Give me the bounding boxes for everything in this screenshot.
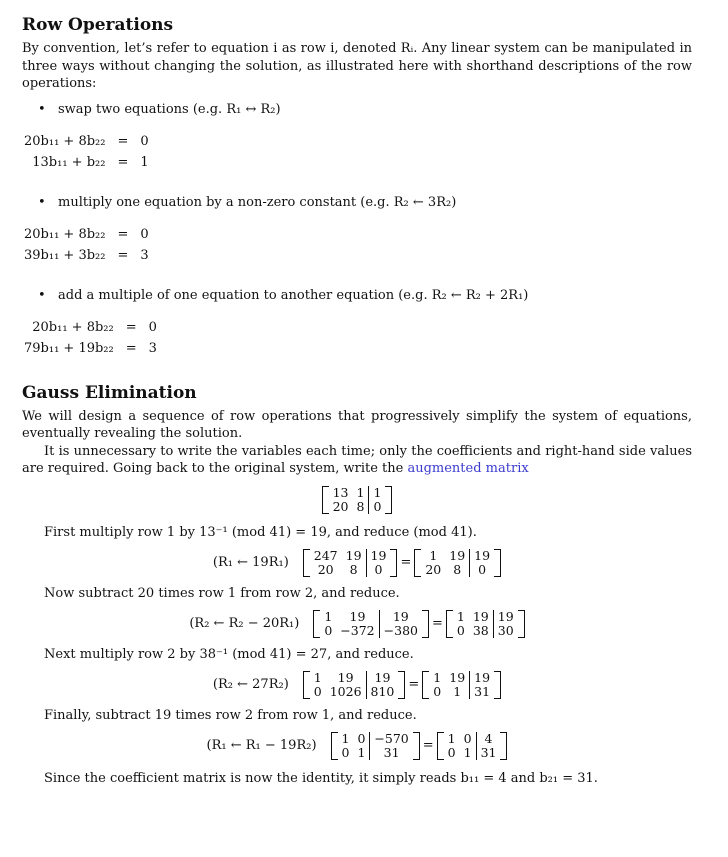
matrix-cell: 20: [317, 561, 334, 577]
matrix-cell: 19: [366, 671, 398, 685]
matrix-cell: 1: [447, 730, 456, 746]
matrix-cell: 19: [345, 547, 362, 563]
matrix-cell: 0: [470, 563, 494, 577]
row-operation-label: (R₁ ← 19R₁): [212, 555, 289, 570]
augmented-matrix-link[interactable]: augmented matrix: [407, 461, 529, 476]
step-equation: [22, 732, 692, 760]
matrix-cell: 19: [366, 549, 390, 563]
step-sentence: First multiply row 1 by 13⁻¹ (mod 41) = 19, and reduce (mod 41).: [44, 524, 477, 540]
eq-lhs: 20b₁₁ + 8b₂₂: [24, 133, 106, 149]
equals-sign: =: [408, 677, 420, 692]
step-equation: [22, 549, 692, 577]
matrix-cell: 0: [463, 730, 472, 746]
matrix-cell: −380: [379, 624, 422, 638]
equals-sign: =: [431, 616, 443, 631]
bullet-multiply: • multiply one equation by a non-zero constant (e.g. R₂ ← 3R₂): [22, 194, 692, 211]
matrix-cell: 19: [379, 610, 422, 624]
matrix-cell: 19: [449, 669, 466, 685]
step-matrix-before: [303, 549, 398, 577]
matrix-cell: 31: [476, 746, 500, 760]
step-matrix-after: [446, 610, 525, 638]
matrix-cell: 1: [456, 608, 465, 624]
matrix-cell: 13: [332, 484, 349, 500]
matrix-cell: 8: [453, 561, 462, 577]
eq-lhs: 13b₁₁ + b₂₂: [32, 154, 106, 170]
step-matrix-after: [422, 671, 501, 699]
elimination-steps: [22, 524, 692, 760]
eq-lhs: 20b₁₁ + 8b₂₂: [24, 226, 106, 242]
matrix-cell: 1: [429, 547, 438, 563]
eq-rhs: 0: [140, 133, 149, 149]
equation-system-swap: 20b₁₁ + 8b₂₂ = 0 13b₁₁ + b₂₂ = 1: [24, 133, 149, 170]
equation-system-multiply: 20b₁₁ + 8b₂₂ = 0 39b₁₁ + 3b₂₂ = 3: [24, 226, 149, 263]
matrix-cell: 19: [493, 610, 517, 624]
augmented-matrix-display: [22, 486, 692, 514]
matrix-cell: 1: [369, 486, 385, 500]
document-page: [22, 14, 692, 787]
matrix-cell: 0: [341, 744, 350, 760]
matrix-cell: 1: [357, 744, 366, 760]
equals-sign: =: [400, 555, 412, 570]
matrix-cell: 1: [324, 608, 333, 624]
eq-lhs: 20b₁₁ + 8b₂₂: [32, 319, 114, 335]
matrix-cell: 31: [370, 746, 413, 760]
eq-lhs: 79b₁₁ + 19b₂₂: [24, 340, 114, 356]
row-operation-label: (R₁ ← R₁ − 19R₂): [206, 738, 317, 753]
matrix-cell: 810: [366, 685, 398, 699]
step-sentence: Next multiply row 2 by 38⁻¹ (mod 41) = 27, and reduce.: [44, 646, 414, 662]
eq-rhs: 0: [140, 226, 149, 242]
step-sentence: Finally, subtract 19 times row 2 from row 1, and reduce.: [44, 707, 417, 723]
gauss-elimination-heading: Gauss Elimination: [22, 382, 197, 403]
matrix-cell: 1: [433, 669, 442, 685]
matrix-cell: 20: [425, 561, 442, 577]
gauss-paragraph-2: [22, 443, 692, 478]
matrix-cell: 8: [356, 498, 365, 514]
matrix-cell: 1: [341, 730, 350, 746]
bullet-add-multiple: • add a multiple of one equation to another equation (e.g. R₂ ← R₂ + 2R₁): [22, 287, 692, 304]
step-matrix-before: [331, 732, 420, 760]
eq-rhs: 3: [148, 340, 157, 356]
matrix-cell: 20: [332, 498, 349, 514]
step-equation: [22, 610, 692, 638]
step-matrix-after: [437, 732, 508, 760]
matrix-cell: 0: [433, 683, 442, 699]
matrix-cell: 1: [453, 683, 462, 699]
matrix-cell: 19: [470, 549, 494, 563]
eq-rhs: 0: [148, 319, 157, 335]
matrix-cell: 0: [447, 744, 456, 760]
equals-sign: =: [422, 738, 434, 753]
matrix-cell: 8: [349, 561, 358, 577]
step-equation: [22, 671, 692, 699]
matrix-cell: 1: [356, 484, 365, 500]
matrix-cell: 31: [470, 685, 494, 699]
matrix-cell: 1: [463, 744, 472, 760]
row-operations-heading: Row Operations: [22, 15, 174, 35]
row-operation-list-2: [22, 194, 692, 211]
equation-system-add: 20b₁₁ + 8b₂₂ = 0 79b₁₁ + 19b₂₂ = 3: [24, 319, 157, 356]
matrix-cell: 0: [324, 622, 333, 638]
step-sentence: Now subtract 20 times row 1 from row 2, and reduce.: [44, 585, 400, 601]
matrix-cell: 0: [369, 500, 385, 514]
matrix-cell: 4: [476, 732, 500, 746]
conclusion-sentence: Since the coefficient matrix is now the identity, it simply reads b₁₁ = 4 and b₂₁ = 31.: [44, 770, 598, 786]
eq-rhs: 3: [140, 247, 149, 263]
eq-lhs: 39b₁₁ + 3b₂₂: [24, 247, 106, 263]
row-operation-list: [22, 101, 692, 118]
matrix-cell: 247: [313, 547, 338, 563]
row-operation-label: (R₂ ← 27R₂): [212, 677, 289, 692]
matrix-cell: 38: [472, 622, 489, 638]
matrix-cell: −372: [340, 622, 375, 638]
augmented-matrix: [322, 486, 393, 514]
matrix-cell: 19: [449, 547, 466, 563]
matrix-cell: 19: [470, 671, 494, 685]
row-operations-intro: By convention, let’s refer to equation i as row i, denoted Rᵢ. Any linear system can be manipulated in three ways without changing the solution, as illustrated here with shorthand descriptions of the row operations:: [22, 41, 692, 91]
matrix-cell: 19: [472, 608, 489, 624]
matrix-cell: 0: [456, 622, 465, 638]
matrix-cell: 0: [357, 730, 366, 746]
matrix-cell: −570: [370, 732, 413, 746]
matrix-cell: 30: [493, 624, 517, 638]
bullet-swap: • swap two equations (e.g. R₁ ↔ R₂): [22, 101, 692, 118]
step-matrix-before: [303, 671, 406, 699]
step-matrix-after: [414, 549, 501, 577]
matrix-cell: 19: [349, 608, 366, 624]
matrix-cell: 1: [313, 669, 322, 685]
step-matrix-before: [313, 610, 429, 638]
row-operation-label: (R₂ ← R₂ − 20R₁): [189, 616, 300, 631]
matrix-cell: 1026: [329, 683, 362, 699]
gauss-paragraph-1: We will design a sequence of row operations that progressively simplify the system of equations, eventually revealing the solution.: [22, 408, 692, 441]
row-operation-list-3: [22, 287, 692, 304]
gauss-paragraph-2-text: It is unnecessary to write the variables each time; only the coefficients and right-hand side values are required. Going back to the original system, write the: [22, 443, 692, 476]
eq-rhs: 1: [140, 154, 149, 170]
matrix-cell: 19: [337, 669, 354, 685]
matrix-cell: 0: [366, 563, 390, 577]
matrix-cell: 0: [313, 683, 322, 699]
